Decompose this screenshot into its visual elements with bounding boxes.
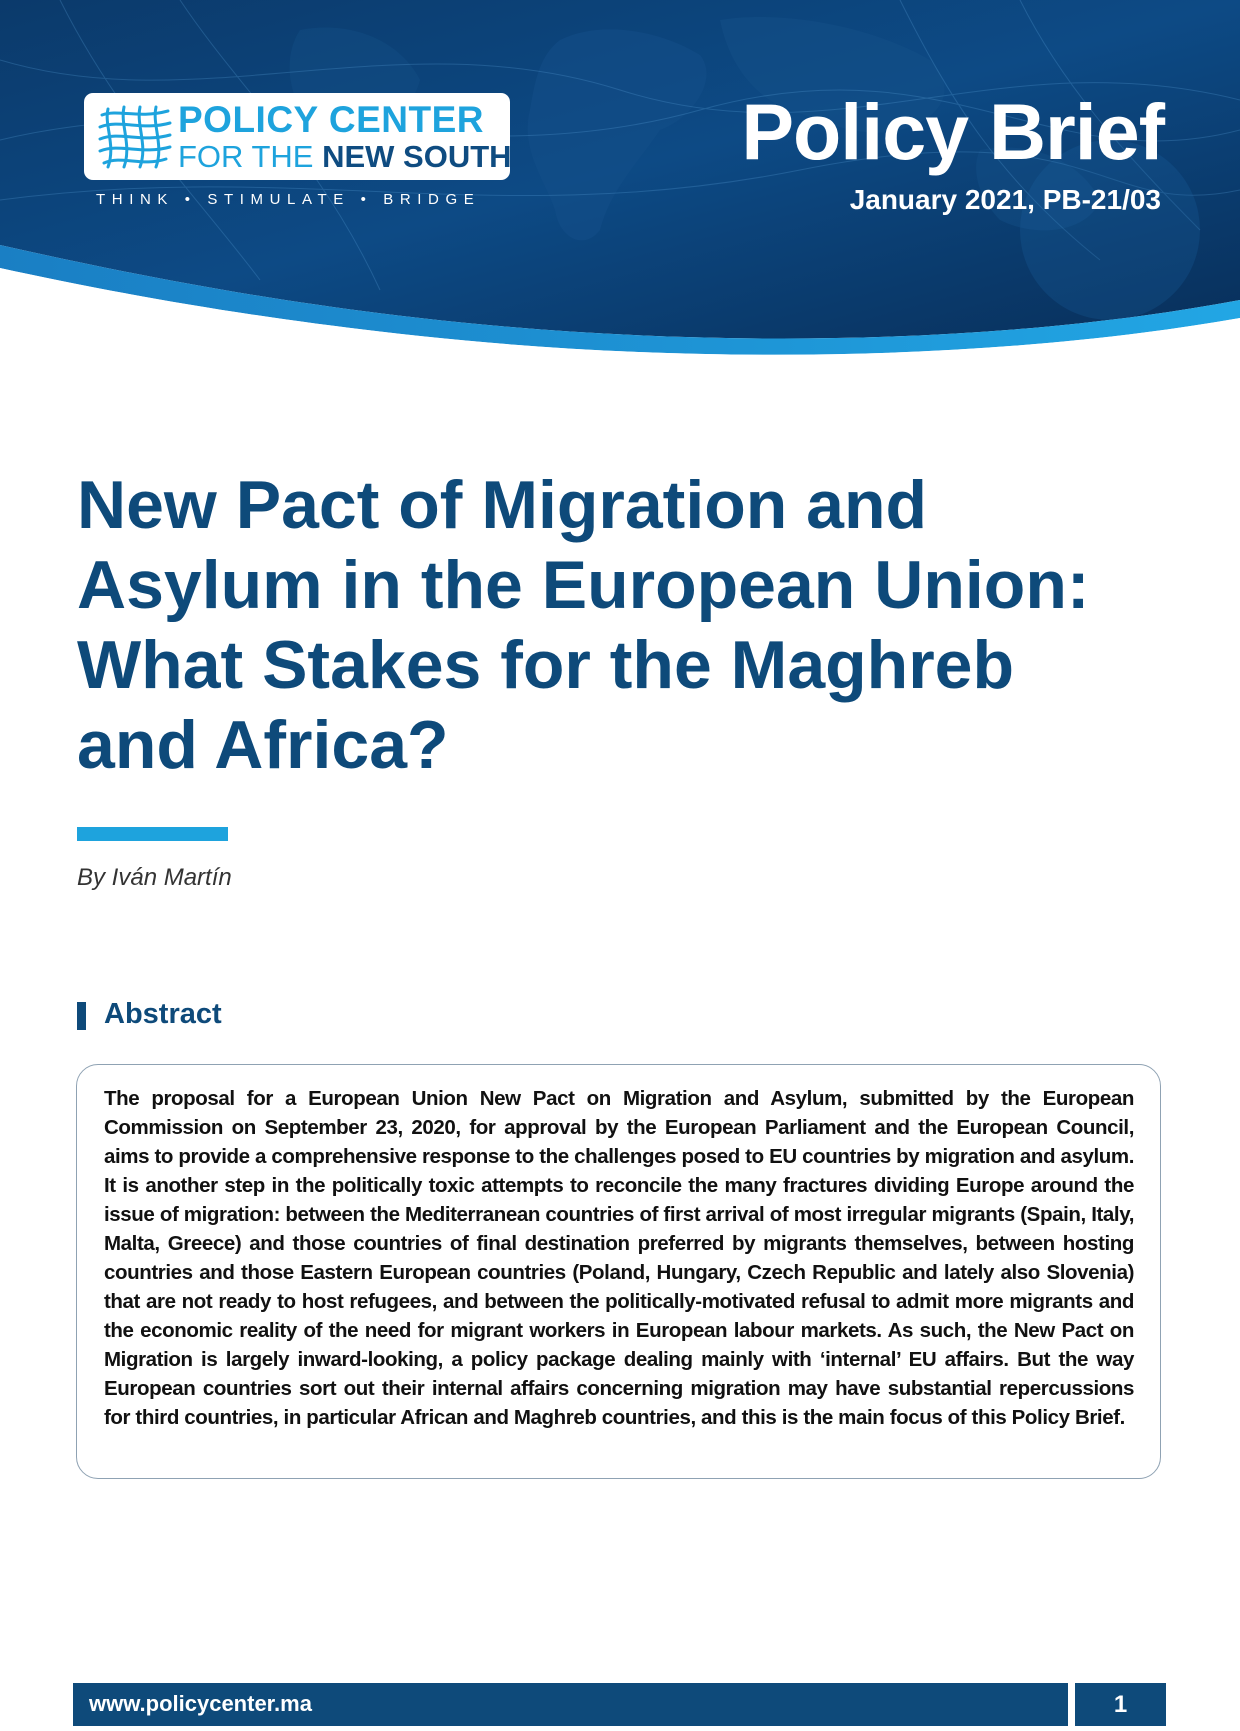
- footer-page-box: [1075, 1683, 1166, 1726]
- title-line: and Africa?: [77, 707, 449, 783]
- logo: [84, 93, 510, 180]
- abstract-heading-marker: [77, 1002, 86, 1030]
- abstract-heading: Abstract: [104, 998, 222, 1030]
- title-line: New Pact of Migration and: [77, 467, 928, 543]
- footer-website-link[interactable]: www.policycenter.ma: [89, 1691, 312, 1716]
- logo-name-line2-prefix: FOR THE: [178, 139, 323, 174]
- title-line: Asylum in the European Union:: [77, 547, 1090, 623]
- globe-grid-icon: [98, 105, 172, 169]
- logo-name-line2-emphasis: NEW SOUTH: [322, 139, 512, 174]
- document-title: [77, 465, 1177, 785]
- doc-date-reference: January 2021, PB-21/03: [849, 184, 1161, 215]
- logo-name-line1: POLICY CENTER: [178, 99, 484, 140]
- logo-tagline: THINK • STIMULATE • BRIDGE: [96, 191, 481, 208]
- doc-type-label: Policy Brief: [741, 87, 1164, 176]
- title-accent-rule: [77, 827, 228, 841]
- author-byline: By Iván Martín: [77, 864, 232, 891]
- abstract-text: The proposal for a European Union New Pact on Migration and Asylum, submitted by the European Commission on September 23, 2020, for approval by the European Parliament and the European Council, aims to provide a comprehensive response to the challenges posed to EU countries by migration and asylum. It is another step in the politically toxic attempts to reconcile the many fractures dividing Europe around the issue of migration: between the Mediterranean countries of first arrival of most irregular migrants (Spain, Italy, Malta, Greece) and those countries of final destination preferred by migrants themselves, between hosting countries and those Eastern European countries (Poland, Hungary, Czech Republic and lately also Slovenia) that are not ready to host refugees, and between the politically-motivated refusal to admit more migrants and the economic reality of the need for migrant workers in European labour markets. As such, the New Pact on Migration is largely inward-looking, a policy package dealing mainly with ‘internal’ EU affairs. But the way European countries sort out their internal affairs concerning migration may have substantial repercussions for third countries, in particular African and Maghreb countries, and this is the main focus of this Policy Brief.: [104, 1087, 1134, 1429]
- title-line: What Stakes for the Maghreb: [77, 627, 1015, 703]
- page-number: 1: [1113, 1691, 1128, 1718]
- footer-bar: [73, 1683, 1068, 1726]
- logo-name-line2: [178, 139, 512, 175]
